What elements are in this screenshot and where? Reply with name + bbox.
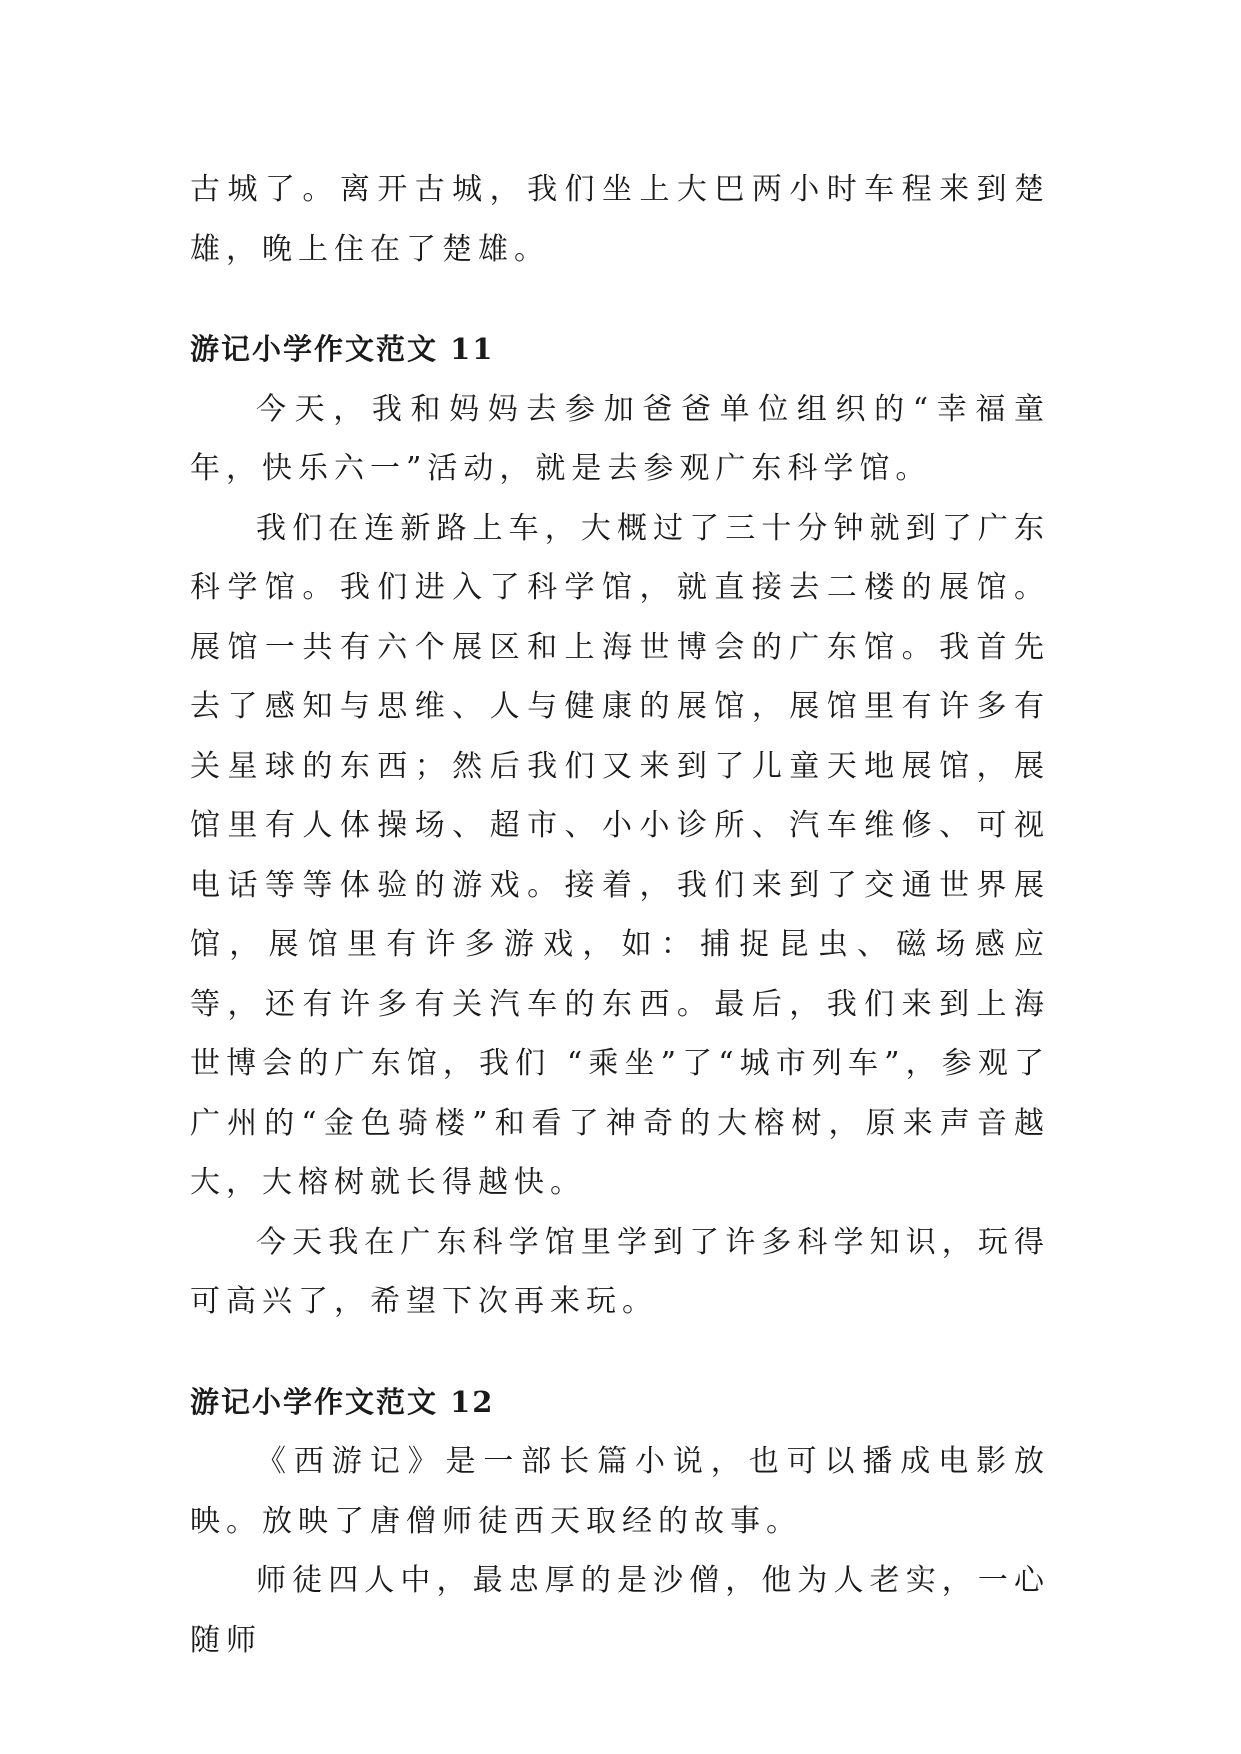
paragraph-11-2: 我们在连新路上车，大概过了三十分钟就到了广东科学馆。我们进入了科学馆，就直接去二楼的展馆。展馆一共有六个展区和上海世博会的广东馆。我首先去了感知与思维、人与健康的展馆，展馆里有许多有关星球的东西；然后我们又来到了儿童天地展馆，展馆里有人体操场、超市、小小诊所、汽车维修、可视电话等等体验的游戏。接着，我们来到了交通世界展馆，展馆里有许多游戏，如：捕捉昆虫、磁场感应等，还有许多有关汽车的东西。最后，我们来到上海世博会的广东馆，我们 “乘坐”了“城市列车”，参观了广州的“金色骑楼”和看了神奇的大榕树，原来声音越大，大榕树就长得越快。	[190, 510, 1050, 1200]
document-page	[190, 160, 1050, 1670]
continuation-paragraph: 古城了。离开古城，我们坐上大巴两小时车程来到楚雄，晚上住在了楚雄。	[190, 172, 1050, 267]
paragraph-12-2: 师徒四人中，最忠厚的是沙僧，他为人老实，一心随师	[190, 1563, 1050, 1658]
paragraph-12-1: 《西游记》是一部长篇小说，也可以播成电影放映。放映了唐僧师徒西天取经的故事。	[190, 1444, 1050, 1539]
section-heading-12: 游记小学作文范文 12	[190, 1384, 495, 1419]
section-gap	[190, 1332, 1050, 1373]
section-gap	[190, 279, 1050, 320]
paragraph-11-1: 今天，我和妈妈去参加爸爸单位组织的“幸福童年，快乐六一”活动，就是去参观广东科学馆。	[190, 391, 1050, 486]
paragraph-11-3: 今天我在广东科学馆里学到了许多科学知识，玩得可高兴了，希望下次再来玩。	[190, 1224, 1050, 1319]
section-heading-11: 游记小学作文范文 11	[190, 332, 495, 366]
